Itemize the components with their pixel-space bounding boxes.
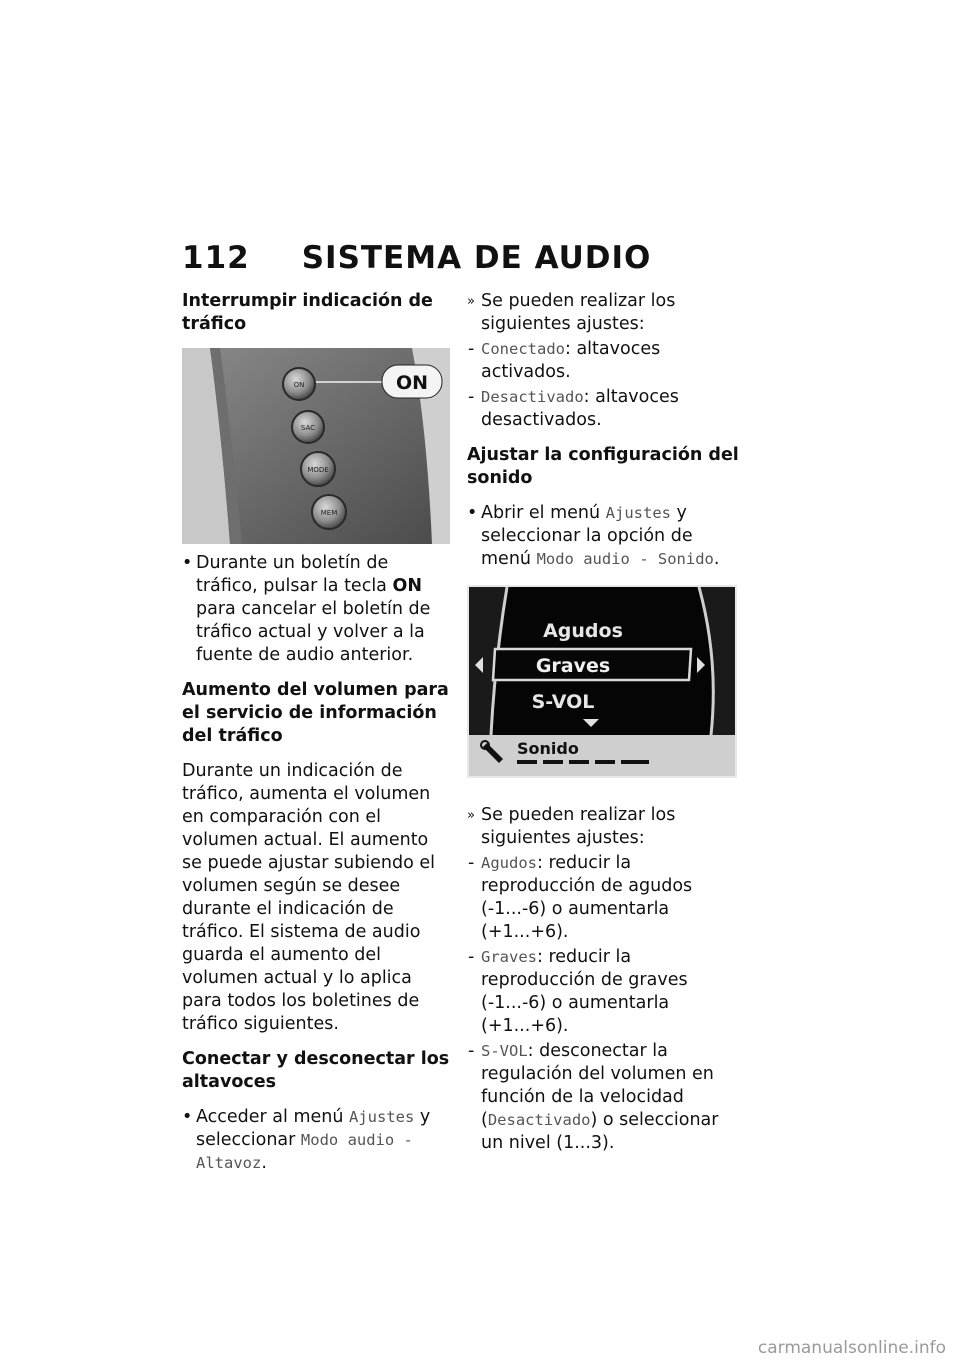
paragraph-volume: Durante un indicación de tráfico, aumenta el volumen en comparación con el volumen actual. El aumento se puede ajustar subiendo el volumen según se desee durante el indicación de tráfico. El sistema de audio guarda el aumento del volumen actual y lo aplica para todos los boletines de tráfico siguientes. [182,761,436,1034]
watermark: carmanualsonline.info [757,1338,946,1358]
text-run: Acceder al menú [196,1107,350,1127]
code-graves: Graves [481,948,537,966]
page-number: 112 [182,240,250,276]
mem-button [312,495,346,529]
option-conectado [467,338,742,384]
heading-speakers: Conectar y desconectar los altavoces [182,1049,450,1092]
on-callout-label: ON [395,372,429,394]
text-run: y seleccionar [196,1107,431,1150]
menu-option-altavoz: Modo audio - Altavoz [196,1131,413,1172]
footer-sonido: Sonido [517,739,579,758]
section-title: SISTEMA DE AUDIO [301,240,652,276]
mode-button-label: MODE [307,466,329,474]
sac-button [292,411,324,443]
mem-button-label: MEM [320,509,338,517]
on-button [283,368,315,400]
option-agudos [467,852,742,944]
heading-sound-config: Ajustar la configuración del sonido [467,445,739,488]
text-run: y seleccionar la opción de menú [481,503,693,569]
text-run: Durante un boletín de tráfico, pulsar la tecla [196,553,393,596]
text-run: . [261,1153,267,1173]
on-callout [382,365,442,398]
sound-menu-screen [467,585,737,778]
code-agudos: Agudos [481,854,537,872]
right-column [467,290,742,1157]
text-run: Abrir el menú [481,503,606,523]
heading-traffic-interrupt: Interrumpir indicación de tráfico [182,291,433,334]
sac-button-label: SAC [300,424,316,432]
code-conectado: Conectado [481,340,565,358]
text-run: ) o seleccionar un nivel (1...3). [481,1110,719,1153]
key-on: ON [392,576,422,596]
bullet-speakers-menu [182,1106,450,1175]
option-desactivado [467,386,742,432]
page-header [182,240,651,276]
bullet-sound-menu [467,502,742,571]
bullet-cancel-traffic [182,552,450,667]
left-column [182,290,450,1177]
text-run: : desconectar la regulación del volumen en función de la velocidad ( [481,1041,714,1130]
control-buttons-figure [182,348,450,544]
menu-option-sonido: Modo audio - Sonido [536,550,714,568]
option-s-vol [467,1040,742,1155]
text-run: : reducir la reproducción de agudos (-1...-6) o aumentarla (+1...+6). [481,853,693,942]
heading-volume-increase: Aumento del volumen para el servicio de información del tráfico [182,680,449,746]
menu-item-s-vol: S-VOL [531,691,595,713]
menu-ajustes: Ajustes [349,1108,415,1126]
code-desactivado: Desactivado [481,388,584,406]
footer-dash-bar [517,760,649,764]
text-run: . [713,549,720,569]
code-s-vol: S-VOL [481,1042,528,1060]
on-button-label: ON [293,381,305,389]
result-sound-settings: » Se pueden realizar los siguientes ajustes: [467,804,742,850]
menu-item-agudos: Agudos [543,620,623,642]
code-desactivado: Desactivado [487,1111,591,1129]
text-run: : altavoces activados. [481,339,661,382]
mode-button [301,452,335,486]
text-run: para cancelar el boletín de tráfico actual y volver a la fuente de audio anterior. [196,599,431,665]
menu-ajustes: Ajustes [605,504,671,522]
text-run: : reducir la reproducción de graves (-1...-6) o aumentarla (+1...+6). [481,947,688,1036]
result-speakers-settings: » Se pueden realizar los siguientes ajustes: [467,290,742,336]
menu-item-graves: Graves [535,655,611,677]
option-graves [467,946,742,1038]
text-run: : altavoces desactivados. [481,387,679,430]
